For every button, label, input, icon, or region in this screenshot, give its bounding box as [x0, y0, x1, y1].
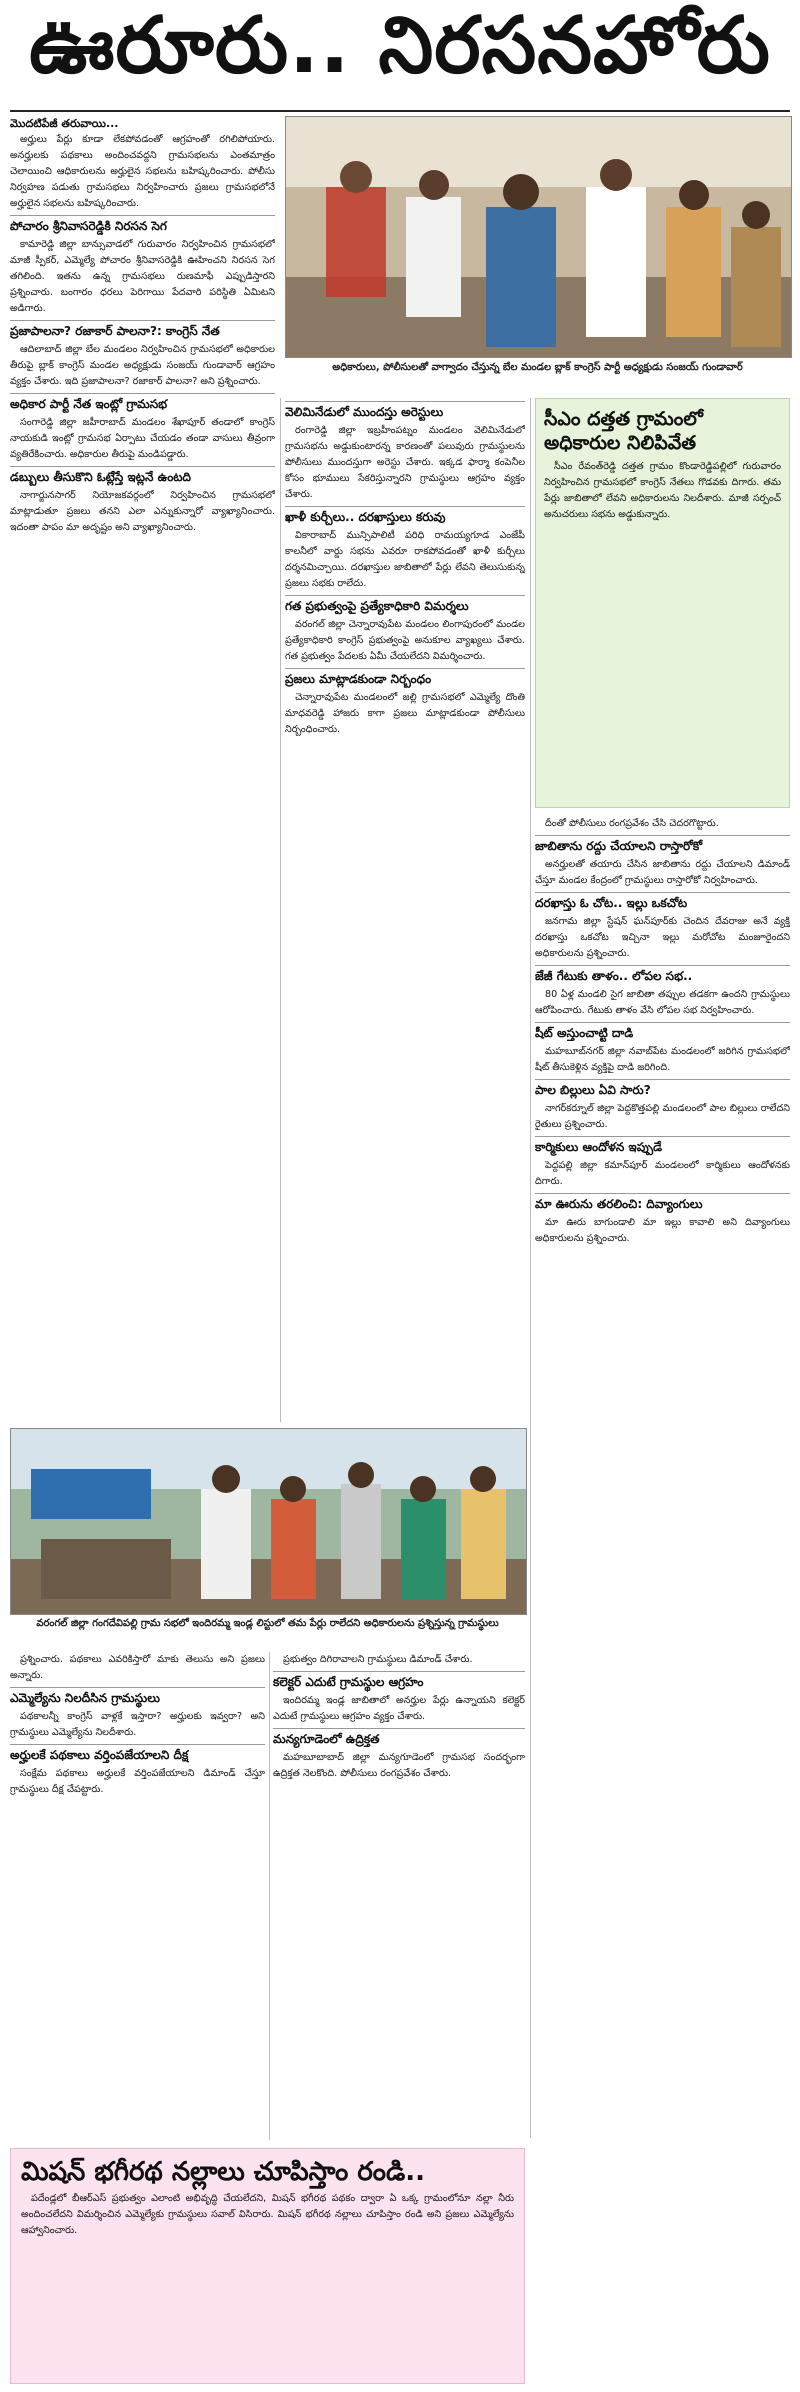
paragraph: పథకాలన్నీ కాంగ్రెస్ వాళ్లకే ఇస్తారా? అర్హులకు ఇవ్వరా? అని గ్రామస్థులు ఎమ్మెల్యేను నిలదీశారు.	[10, 1711, 265, 1738]
headline: ఊరూరు.. నిరసనహోరు	[29, 0, 771, 91]
column-middle	[285, 398, 525, 1424]
intro-paragraph: అర్హులు పేర్లు కూడా లేకపోవడంతో ఆగ్రహంతో రగిలిపోయారు. అనర్హులకు పథకాలు అందించవద్దని గ్రామసభలను ఎంతమాత్రం చెలాయించి ఆధికారులను అర్హులైన సభలను బహిష్కరించారు. పోలీసు నిర్వహణ పడుతు గ్రామసభలు నిర్వహించారు ప్రజలు గ్రామసభలోనే అర్హులైన సభలను బహిష్కరించారు.	[10, 134, 275, 209]
subhead-empty-chairs: ఖాళీ కుర్చీలు.. దరఖాస్తులు కరువు	[285, 506, 525, 526]
paragraph: ఇందిరమ్మ ఇండ్ల జాబితాలో అనర్హుల పేర్లు ఉన్నాయని కలెక్టర్ ఎదుటే గ్రామస్థులు ఆగ్రహం వ్యక్తం చేశారు.	[273, 1695, 525, 1722]
subhead-milk-bills: పాల బిల్లులు ఏవి సారు?	[535, 1079, 790, 1099]
subhead-hunger-strike: అర్హులకే పథకాలు వర్తింపజేయాలని దీక్ష	[10, 1744, 265, 1764]
paragraph: సంక్షేమ పథకాలు అర్హులకే వర్తింపజేయాలని డిమాండ్ చేస్తూ గ్రామస్థులు దీక్ష చేపట్టారు.	[10, 1768, 265, 1795]
column-right	[535, 816, 790, 2118]
paragraph: ప్రభుత్వం దిగిరావాలని గ్రామస్థులు డిమాండ్ చేశారు.	[283, 1654, 473, 1665]
box-headline: సీఎం దత్తత గ్రామంలో అధికారుల నిలిపివేత	[544, 408, 703, 454]
paragraph: మహబూబాబాద్ జిల్లా మన్యగూడెంలో గ్రామసభ సందర్భంగా ఉద్రిక్తత నెలకొంది. పోలీసులు రంగప్రవేశం చేశారు.	[273, 1752, 525, 1779]
paragraph: జనగామ జిల్లా స్టేషన్ ఘన్‌పూర్‌కు చెందిన దేవరాజు అనే వ్యక్తి దరఖాస్తు ఒకచోట ఇచ్చినా ఇల్లు మరోచోట మంజూరైందని అధికారులను ప్రశ్నించారు.	[535, 916, 790, 959]
column-divider	[269, 1652, 270, 2140]
column-divider	[530, 398, 531, 2138]
subhead-collector: కలెక్టర్ ఎదుటే గ్రామస్థుల ఆగ్రహం	[273, 1671, 525, 1691]
subhead-workers: కార్మికులు ఆందోళన ఇప్పుడే	[535, 1136, 790, 1156]
paragraph: ప్రశ్నించారు. పథకాలు ఎవరికిస్తారో మాకు తెలుసు అని ప్రజలు అన్నారు.	[10, 1654, 265, 1681]
paragraph: నాగర్‌కర్నూల్ జిల్లా పెద్దకొత్తపల్లి మండలంలో పాల బిల్లులు రాలేదని రైతులు ప్రశ్నించారు.	[535, 1103, 790, 1130]
subhead-disabled: మా ఊరును తరలించి: దివ్యాంగులు	[535, 1193, 790, 1213]
feature-band-mission-bhagiratha	[10, 2148, 525, 2384]
paragraph: మహబూబ్‌నగర్ జిల్లా నవాబ్‌పేట మండలంలో జరిగిన గ్రామసభలో షీట్ తీసుకెళ్లిన వ్యక్తిపై దాడి జరిగింది.	[535, 1046, 790, 1073]
subhead-rastaroko: జాబితాను రద్దు చేయాలని రాస్తారోకో	[535, 835, 790, 855]
column-lower-middle	[273, 1652, 525, 2140]
band-headline: మిషన్ భగీరథ నల్లాలు చూపిస్తాం రండి..	[21, 2157, 425, 2187]
subhead-manyagudem: మన్యగూడెంలో ఉద్రిక్తత	[273, 1728, 525, 1748]
photo-caption-bottom: వరంగల్ జిల్లా గంగదేవిపల్లి గ్రామ సభలో ఇందిరమ్మ ఇండ్ల లిస్టులో తమ పేర్లు రాలేదని అధికారులను ప్రశ్నిస్తున్న గ్రామస్థులు	[36, 1618, 499, 1629]
subhead-restriction: ప్రజలు మాట్లాడకుండా నిర్బంధం	[285, 668, 525, 688]
paragraph: అనర్హులతో తయారు చేసిన జాబితాను రద్దు చేయాలని డిమాండ్ చేస్తూ మండల కేంద్రంలో గ్రామస్థులు రాస్తారోకో నిర్వహించారు.	[535, 859, 790, 886]
paragraph: సంగారెడ్డి జిల్లా జహీరాబాద్ మండలం శేఖాపూర్ తండాలో కాంగ్రెస్ నాయకుడి ఇంట్లో గ్రామసభ ఏర్పాటు చేయడం తండా వాసులు తీవ్రంగా వ్యతిరేకించారు. అధికారుల తీరుపై మండిపడ్డారు.	[10, 417, 275, 460]
subhead-party-house: అధికార పార్టీ నేత ఇంట్లో గ్రామసభ	[10, 393, 275, 413]
photo-gangadevipalli-image	[11, 1429, 526, 1614]
kicker: మొదటిపేజీ తరువాయి...	[10, 117, 119, 130]
paragraph: రంగారెడ్డి జిల్లా ఇబ్రహీంపట్నం మండలం వెలిమినేడులో గ్రామసభను అడ్డుకుంటారన్న కారణంతో పలువురు గ్రామస్థులను పోలీసులు ముందస్తుగా అరెస్టు చేశారు. ఇక్కడ ఫార్మా కంపెనీల కోసం భూములు సేకరిస్తున్నారని గ్రామస్థులు ఆగ్రహం వ్యక్తం చేశారు.	[285, 425, 525, 500]
photo-meeting-argument-image	[286, 117, 791, 357]
subhead-gate-lock: జేజీ గేటుకు తాళం.. లోపల సభ..	[535, 965, 790, 985]
paragraph: ఆదిలాబాద్ జిల్లా బేల మండలం నిర్వహించిన గ్రామసభలో అధికారుల తీరుపై బ్లాక్ కాంగ్రెస్ మండల అధ్యక్షుడు సంజయ్ గుండావార్ ఆగ్రహం వ్యక్తం చేశారు. ఇది ప్రజాపాలనా? రజాకార్ పాలనా? అని ప్రశ్నించారు.	[10, 344, 275, 387]
sidebar-box-cm-village	[535, 398, 790, 808]
paragraph: 80 ఏళ్ల మండలి సైగ జాబితా తప్పుల తడకగా ఉందని గ్రామస్థులు ఆరోపించారు. గేటుకు తాళం వేసి లోపల సభ నిర్వహించారు.	[535, 989, 790, 1016]
photo-caption-top: అధికారులు, పోలీసులతో వాగ్వాదం చేస్తున్న బేల మండల బ్లాక్ కాంగ్రెస్ పార్టీ అధ్యక్షుడు సంజయ్ గుండావార్	[332, 362, 743, 373]
paragraph: పెద్దపల్లి జిల్లా కమాన్‌పూర్ మండలంలో కార్మికులు ఆందోళనకు దిగారు.	[535, 1160, 790, 1187]
subhead-money-votes: డబ్బులు తీసుకొని ఓట్లేస్తే ఇట్లనే ఉంటది	[10, 466, 275, 486]
headline-rule	[10, 110, 790, 112]
subhead-application-house: దరఖాస్తు ఓ చోట.. ఇల్లు ఒకచోట	[535, 892, 790, 912]
column-divider	[280, 398, 281, 1422]
column-lower-left	[10, 1652, 265, 2140]
paragraph: దీంతో పోలీసులు రంగప్రవేశం చేసి చెదరగొట్టారు.	[545, 818, 719, 829]
photo-gangadevipalli-sabha	[10, 1428, 527, 1615]
subhead-pocharam: పోచారం శ్రీనివాసరెడ్డికి నిరసన సెగ	[10, 215, 275, 235]
subhead-velimineedu: వెలిమినేడులో ముందస్తు అరెస్టులు	[285, 401, 525, 421]
paragraph: చెన్నారావుపేట మండలంలో జల్లి గ్రామసభలో ఎమ్మెల్యే దొంతి మాధవరెడ్డి హాజరు కాగా ప్రజలు మాట్లాడకుండా పోలీసులు నిర్బంధించారు.	[285, 692, 525, 735]
paragraph: నాగార్జునసాగర్ నియోజకవర్గంలో నిర్వహించిన గ్రామసభలో మాట్లాడుతూ ప్రజలు తనని ఎలా ఎన్నుకున్నారో వ్యాఖ్యానించారు. ఇదంతా పాపం మా అదృష్టం అని వ్యాఖ్యానించారు.	[10, 490, 275, 533]
column-left	[10, 116, 275, 1424]
paragraph: వికారాబాద్ మున్సిపాలిటీ పరిధి రామయ్యగూడ ఎంజేపీ కాలనీలో వార్డు సభను ఎవరూ రాకపోవడంతో ఖాళీ కుర్చీలు దర్శనమిచ్చాయి. దరఖాస్తుల జాబితాలో పేర్లు లేవని తెలుసుకున్న ప్రజలు సభకు రాలేదు.	[285, 530, 525, 589]
subhead-attack: షీట్ అస్తుంచాట్టి దాడి	[535, 1022, 790, 1042]
paragraph: వరంగల్ జిల్లా చెన్నారావుపేట మండలం లింగాపురంలో మండల ప్రత్యేకాధికారి కాంగ్రెస్ ప్రభుత్వంపై అనుకూల వ్యాఖ్యలు చేశారు. గత ప్రభుత్వం పేదలకు ఏమీ చేయలేదని విమర్శించారు.	[285, 619, 525, 662]
photo-meeting-argument	[285, 116, 792, 358]
paragraph: కామారెడ్డి జిల్లా బాన్సువాడలో గురువారం నిర్వహించిన గ్రామసభలో మాజీ స్పీకర్, ఎమ్మెల్యే పోచారం శ్రీనివాసరెడ్డికి ఊహించని నిరసన సెగ తగిలింది. ఇతను ఉన్న గ్రామసభలు రుణమాఫీ ఎప్పుడిస్తారని ప్రశ్నించారు. బంగారం ధరలు పెరిగాయి పేదవారి పరిస్థితి ఏమిటని అడిగారు.	[10, 239, 275, 314]
band-paragraph: పదేండ్లలో బీఆర్‌ఎస్ ప్రభుత్వం ఎలాంటి అభివృద్ధి చేయలేదని, మిషన్ భగీరథ పథకం ద్వారా ఏ ఒక్క గ్రామంలోనూ నల్లా నీరు అందించలేదని విమర్శించిన ఎమ్మెల్యేకు గ్రామస్థులు సవాల్ విసిరారు. మిషన్ భగీరథ నల్లాలు చూపిస్తాం రండి అని ప్రజలు ఎమ్మెల్యేను ఆహ్వానించారు.	[21, 2193, 514, 2236]
subhead-mla-questioned: ఎమ్మెల్యేను నిలదీసిన గ్రామస్థులు	[10, 1687, 265, 1707]
subhead-rajakar: ప్రజాపాలనా? రజాకార్ పాలనా?: కాంగ్రెస్ నేత	[10, 320, 275, 340]
subhead-officer-criticism: గత ప్రభుత్వంపై ప్రత్యేకాధికారి విమర్శలు	[285, 595, 525, 615]
paragraph: మా ఊరు బాగుండాలి మా ఇల్లు కావాలి అని దివ్యాంగులు అధికారులను ప్రశ్నించారు.	[535, 1217, 790, 1244]
box-paragraph: సీఎం రేవంత్‌రెడ్డి దత్తత గ్రామం కొండారెడ్డిపల్లిలో గురువారం నిర్వహించిన గ్రామసభలో కాంగ్రెస్ నేతలు గొడవకు దిగారు. తమ పేర్లు జాబితాలో లేవని అధికారులను నిలదీశారు. మాజీ సర్పంచ్ అనుచరులు సభను అడ్డుకున్నారు.	[544, 461, 781, 520]
